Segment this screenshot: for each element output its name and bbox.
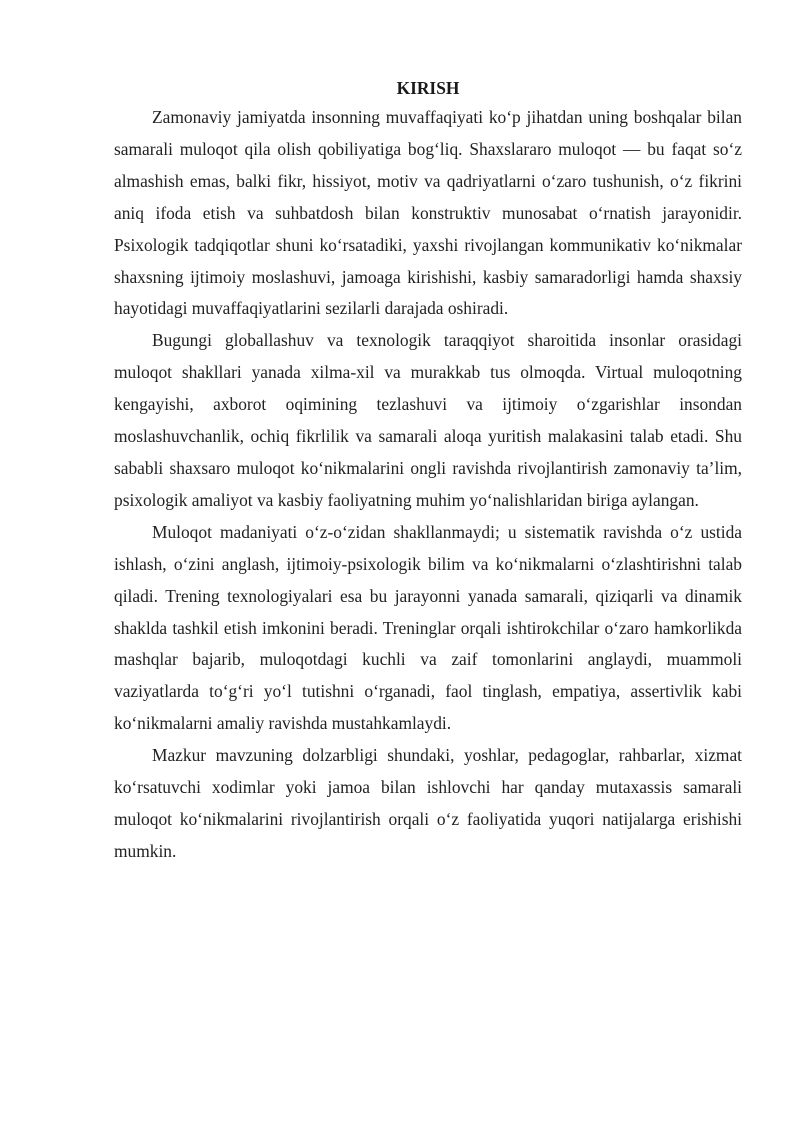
section-title: KIRISH <box>396 78 460 98</box>
paragraph-2: Bugungi globallashuv va texnologik taraqqiyot sharoitida insonlar orasidagi muloqot shakllari yanada xilma-xil va murakkab tus olmoqda. Virtual muloqotning kengayishi, axborot oqimining tezlashuvi va ijtimoiy o‘zgarishlar insondan moslashuvchanlik, ochiq fikrlilik va samarali aloqa yuritish malakasini talab etadi. Shu sababli shaxsaro muloqot ko‘nikmalarini ongli ravishda rivojlantirish zamonaviy ta’lim, psixologik amaliyot va kasbiy faoliyatning muhim yo‘nalishlaridan biriga aylangan. <box>114 330 742 510</box>
document-body <box>114 76 742 868</box>
paragraph-1: Zamonaviy jamiyatda insonning muvaffaqiyati ko‘p jihatdan uning boshqalar bilan samarali muloqot qila olish qobiliyatiga bog‘liq. Shaxslararo muloqot — bu faqat so‘z almashish emas, balki fikr, hissiyot, motiv va qadriyatlarni o‘zaro tushunish, o‘z fikrini aniq ifoda etish va suhbatdosh bilan konstruktiv munosabat o‘rnatish jarayonidir. Psixologik tadqiqotlar shuni ko‘rsatadiki, yaxshi rivojlangan kommunikativ ko‘nikmalar shaxsning ijtimoiy moslashuvi, jamoaga kirishishi, kasbiy samaradorligi hamda shaxsiy hayotidagi muvaffaqiyatlarini sezilarli darajada oshiradi. <box>114 107 742 319</box>
paragraph-3: Muloqot madaniyati o‘z-o‘zidan shakllanmaydi; u sistematik ravishda o‘z ustida ishlash, o‘zini anglash, ijtimoiy-psixologik bilim va ko‘nikmalarni o‘zlashtirishni talab qiladi. Trening texnologiyalari esa bu jarayonni yanada samarali, qiziqarli va dinamik shaklda tashkil etish imkonini beradi. Treninglar orqali ishtirokchilar o‘zaro hamkorlikda mashqlar bajarib, muloqotdagi kuchli va zaif tomonlarini anglaydi, muammoli vaziyatlarda to‘g‘ri yo‘l tutishni o‘rganadi, faol tinglash, empatiya, assertivlik kabi ko‘nikmalarni amaliy ravishda mustahkamlaydi. <box>114 521 742 734</box>
paragraph-4: Mazkur mavzuning dolzarbligi shundaki, yoshlar, pedagoglar, rahbarlar, xizmat ko‘rsatuvchi xodimlar yoki jamoa bilan ishlovchi har qanday mutaxassis samarali muloqot ko‘nikmalarini rivojlantirish orqali o‘z faoliyatida yuqori natijalarga erishishi mumkin. <box>114 745 742 861</box>
